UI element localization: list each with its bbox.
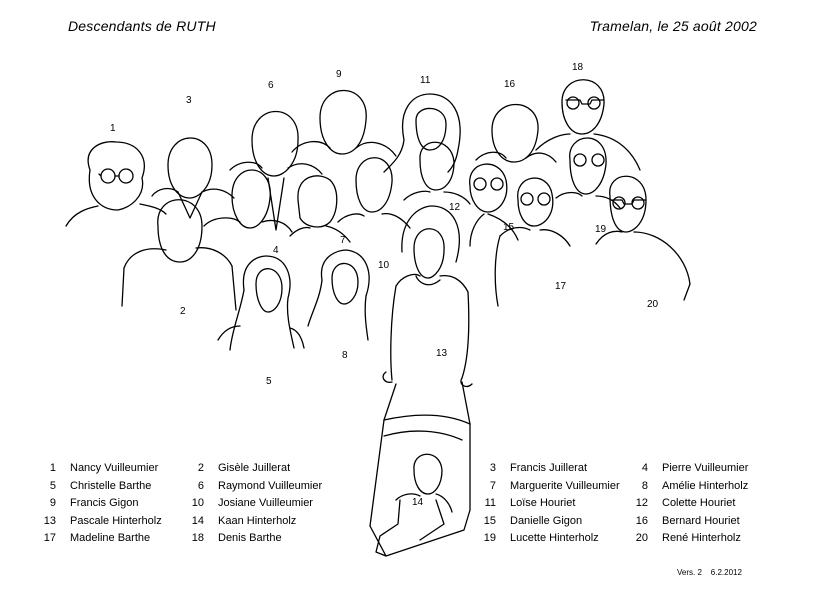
figure-label-16: 16 <box>504 79 516 90</box>
legend-name: Christelle Barthe <box>70 479 152 492</box>
legend-entry <box>184 513 322 531</box>
figure-label-8: 8 <box>342 350 348 361</box>
legend-name: Loïse Houriet <box>510 497 576 510</box>
person-outline-12 <box>404 142 470 204</box>
figure-label-15: 15 <box>503 222 515 233</box>
legend-entry <box>476 478 620 496</box>
legend-entry <box>476 495 620 513</box>
legend-entry <box>628 460 748 478</box>
legend-entry <box>628 495 748 513</box>
figure-label-4: 4 <box>273 245 279 256</box>
legend-entry <box>476 530 620 548</box>
legend-number: 13 <box>43 514 56 527</box>
figure-label-5: 5 <box>266 376 272 387</box>
version-note: Vers. 2 6.2.2012 <box>677 568 742 577</box>
legend-number: 7 <box>489 479 496 492</box>
figure-label-6: 6 <box>268 80 274 91</box>
figure-label-13: 13 <box>436 348 448 359</box>
legend-number: 9 <box>49 497 56 510</box>
legend-number: 17 <box>43 532 56 545</box>
person-outline-18 <box>536 80 640 170</box>
person-outline-2 <box>122 200 236 310</box>
legend-number: 18 <box>191 532 204 545</box>
figure-label-10: 10 <box>378 260 390 271</box>
legend-entry <box>36 495 162 513</box>
legend-name: Pascale Hinterholz <box>70 514 162 527</box>
legend-column-3 <box>476 460 620 548</box>
legend-name: Marguerite Vuilleumier <box>510 479 620 492</box>
person-outline-8 <box>308 250 369 340</box>
legend-name: Francis Gigon <box>70 497 139 510</box>
legend-name: René Hinterholz <box>662 532 741 545</box>
legend-name: Bernard Houriet <box>662 514 740 527</box>
legend-number: 15 <box>483 514 496 527</box>
legend-name: Raymond Vuilleumier <box>218 479 323 492</box>
legend-number: 11 <box>484 497 496 510</box>
figure-label-11: 11 <box>420 75 431 86</box>
legend-number: 8 <box>641 479 648 492</box>
legend-number: 5 <box>49 479 56 492</box>
legend-entry <box>36 513 162 531</box>
figure-label-3: 3 <box>186 95 192 106</box>
person-outline-5 <box>218 256 304 350</box>
legend-entry <box>628 478 748 496</box>
legend-entry <box>36 478 162 496</box>
legend-entry <box>476 460 620 478</box>
legend-entry <box>36 460 162 478</box>
legend-entry <box>628 530 748 548</box>
legend-entry <box>184 478 322 496</box>
person-outline-15 <box>470 164 518 246</box>
legend-number: 4 <box>641 462 648 474</box>
person-outline-4 <box>204 170 292 232</box>
legend-name: Pierre Vuilleumier <box>662 462 749 474</box>
figure-label-7: 7 <box>340 235 346 246</box>
legend-name: Kaan Hinterholz <box>218 514 297 527</box>
figure-label-20: 20 <box>647 299 659 310</box>
figure-number-labels <box>110 62 659 508</box>
person-outline-6 <box>230 112 322 231</box>
legend-column-1 <box>36 460 162 548</box>
legend-entry <box>476 513 620 531</box>
legend-entry <box>184 530 322 548</box>
legend-entry <box>628 513 748 531</box>
person-outline-1 <box>66 142 166 226</box>
legend-name: Danielle Gigon <box>510 514 583 527</box>
legend-name: Colette Houriet <box>662 497 736 510</box>
place-and-date: Tramelan, le 25 août 2002 <box>589 18 757 34</box>
person-outline-10 <box>338 158 410 228</box>
legend-number: 20 <box>635 532 648 545</box>
legend-entry <box>36 530 162 548</box>
legend-entry <box>184 495 322 513</box>
legend-number: 12 <box>635 497 648 510</box>
figure-label-19: 19 <box>595 224 607 235</box>
person-outline-7 <box>290 176 350 242</box>
legend-name: Lucette Hinterholz <box>510 532 599 545</box>
person-outline-20 <box>596 176 690 300</box>
legend-number: 2 <box>197 462 204 474</box>
legend-number: 10 <box>191 497 204 510</box>
legend-name: Nancy Vuilleumier <box>70 462 159 474</box>
person-outline-16 <box>476 105 556 163</box>
legend-name: Francis Juillerat <box>510 462 588 474</box>
figure-label-9: 9 <box>336 69 342 80</box>
figure-label-14: 14 <box>412 497 424 508</box>
document-title: Descendants de RUTH <box>68 18 216 34</box>
figure-label-2: 2 <box>180 306 186 317</box>
legend-column-2 <box>184 460 322 548</box>
legend-number: 6 <box>197 479 204 492</box>
figure-label-18: 18 <box>572 62 584 73</box>
legend-name: Josiane Vuilleumier <box>218 497 313 510</box>
legend-number: 19 <box>483 532 496 545</box>
legend-name: Gisèle Juillerat <box>218 462 291 474</box>
figure-label-12: 12 <box>449 202 461 213</box>
legend-name: Amélie Hinterholz <box>662 479 749 492</box>
person-outline-13 <box>383 206 472 386</box>
legend-number: 16 <box>635 514 648 527</box>
legend-column-4 <box>628 460 748 548</box>
person-outline-9 <box>292 90 396 156</box>
person-outline-11 <box>384 94 460 172</box>
legend-entry <box>184 460 322 478</box>
figure-label-17: 17 <box>555 281 567 292</box>
legend-name: Madeline Barthe <box>70 532 151 545</box>
legend-number: 3 <box>489 462 496 474</box>
legend-number: 14 <box>191 514 204 527</box>
stroller-outline <box>370 382 470 556</box>
legend-name: Denis Barthe <box>218 532 282 545</box>
legend-number: 1 <box>49 462 56 474</box>
figure-label-1: 1 <box>110 123 116 134</box>
